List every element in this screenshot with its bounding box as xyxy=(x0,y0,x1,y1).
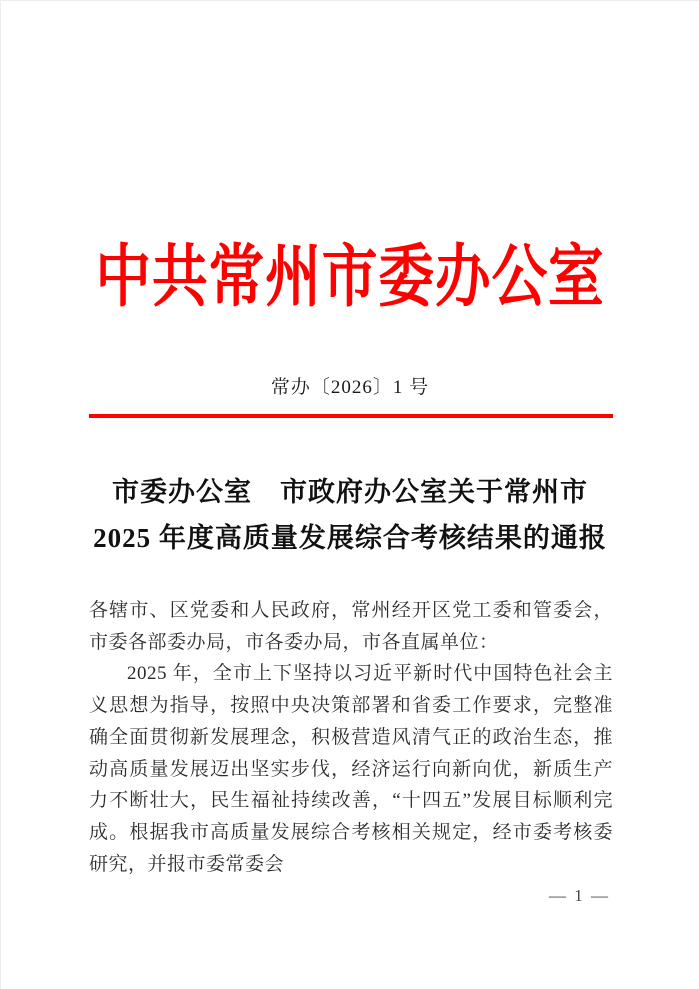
document-title-line-1: 市委办公室 市政府办公室关于常州市 xyxy=(112,477,588,507)
document-number: 常办〔2026〕1 号 xyxy=(270,377,430,398)
document-title-line-2: 2025 年度高质量发展综合考核结果的通报 xyxy=(93,523,607,553)
red-divider-rule xyxy=(89,414,613,418)
salutation-paragraph: 各辖市、区党委和人民政府，常州经开区党工委和管委会，市委各部委办局，市各委办局，市各直属单位： xyxy=(89,600,613,653)
body-paragraph-1: 2025 年，全市上下坚持以习近平新时代中国特色社会主义思想为指导，按照中央决策部署和省委工作要求，完整准确全面贯彻新发展理念，积极营造风清气正的政治生态，推动高质量发展迈出坚实步伐，经济运行向新向优，新质生产力不断壮大，民生福祉持续改善，“十四五”发展目标顺利完成。根据我市高质量发展综合考核相关规定，经市委考核委研究，并报市委常委会 xyxy=(89,663,613,875)
document-body xyxy=(89,595,613,880)
letterhead-agency-name: 中共常州市委办公室 xyxy=(95,239,605,315)
document-title xyxy=(1,469,699,561)
page-number: — 1 — xyxy=(549,886,610,905)
